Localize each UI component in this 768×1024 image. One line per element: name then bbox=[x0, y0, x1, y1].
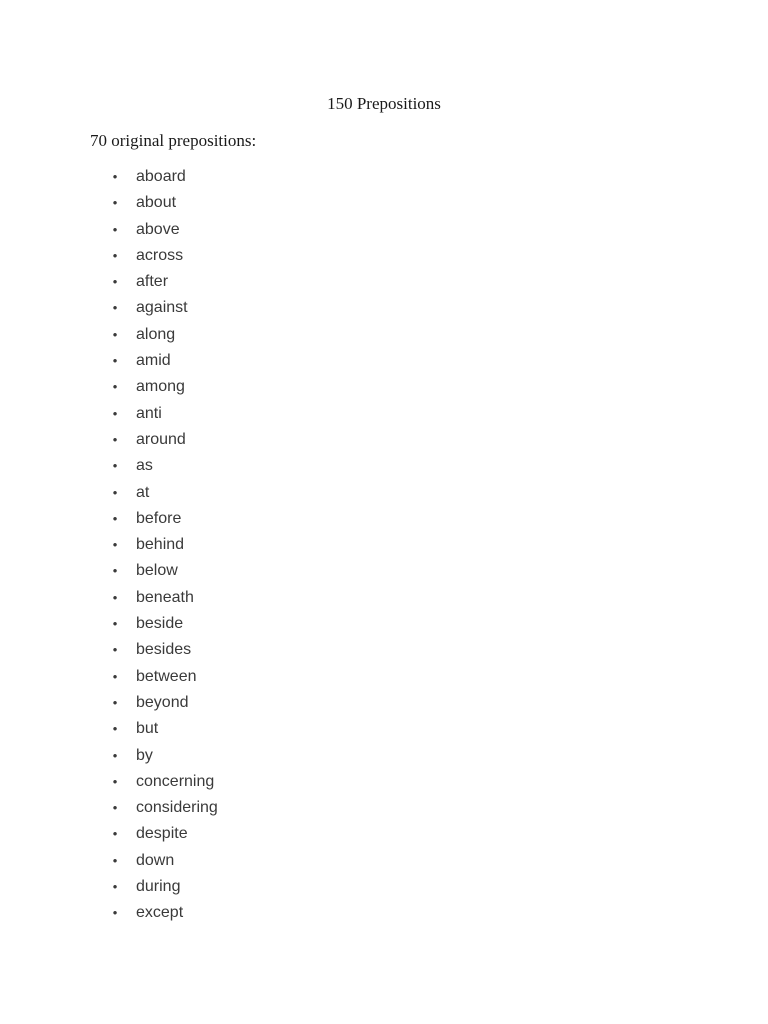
preposition-text: beside bbox=[136, 615, 184, 633]
bullet-icon: • bbox=[112, 905, 118, 921]
page-title: 150 Prepositions bbox=[327, 94, 441, 113]
bullet-icon: • bbox=[112, 721, 118, 737]
preposition-text: across bbox=[136, 246, 184, 264]
preposition-text: beneath bbox=[136, 588, 194, 606]
bullet-icon: • bbox=[112, 458, 118, 474]
bullet-icon: • bbox=[112, 431, 118, 447]
preposition-text: but bbox=[136, 720, 159, 738]
bullet-icon: • bbox=[112, 747, 118, 763]
bullet-icon: • bbox=[112, 221, 118, 237]
preposition-text: about bbox=[136, 194, 177, 212]
preposition-text: at bbox=[136, 483, 150, 501]
preposition-text: along bbox=[136, 325, 176, 343]
section-heading: 70 original prepositions: bbox=[90, 131, 257, 150]
preposition-text: considering bbox=[136, 799, 218, 817]
preposition-text: among bbox=[136, 378, 185, 396]
bullet-icon: • bbox=[112, 405, 118, 421]
bullet-icon: • bbox=[112, 694, 118, 710]
bullet-icon: • bbox=[112, 510, 118, 526]
preposition-text: amid bbox=[136, 352, 171, 370]
bullet-icon: • bbox=[112, 800, 118, 816]
bullet-icon: • bbox=[112, 826, 118, 842]
preposition-text: beyond bbox=[136, 693, 189, 711]
bullet-icon: • bbox=[112, 537, 118, 553]
preposition-text: except bbox=[136, 904, 184, 922]
preposition-text: between bbox=[136, 667, 197, 685]
preposition-text: during bbox=[136, 878, 181, 896]
bullet-icon: • bbox=[112, 247, 118, 263]
bullet-icon: • bbox=[112, 169, 118, 184]
preposition-text: around bbox=[136, 430, 186, 448]
preposition-text: before bbox=[136, 509, 182, 527]
preposition-text: by bbox=[136, 746, 153, 764]
bullet-icon: • bbox=[112, 589, 118, 605]
bullet-icon: • bbox=[112, 300, 118, 316]
preposition-text: down bbox=[136, 851, 175, 869]
bullet-icon: • bbox=[112, 195, 118, 211]
preposition-text: against bbox=[136, 299, 188, 317]
preposition-text: anti bbox=[136, 404, 162, 422]
bullet-icon: • bbox=[112, 668, 118, 684]
preposition-text: as bbox=[136, 457, 153, 475]
preposition-text: despite bbox=[136, 825, 188, 843]
bullet-icon: • bbox=[112, 274, 118, 290]
preposition-text: concerning bbox=[136, 772, 215, 790]
preposition-text: behind bbox=[136, 536, 185, 554]
bullet-icon: • bbox=[112, 852, 118, 868]
bullet-icon: • bbox=[112, 616, 118, 632]
bullet-icon: • bbox=[112, 773, 118, 789]
preposition-text: after bbox=[136, 273, 169, 291]
bullet-icon: • bbox=[112, 326, 118, 342]
bullet-icon: • bbox=[112, 563, 118, 579]
bullet-icon: • bbox=[112, 484, 118, 500]
bullet-icon: • bbox=[112, 642, 118, 658]
preposition-text: above bbox=[136, 220, 180, 238]
bullet-icon: • bbox=[112, 879, 118, 895]
preposition-text: besides bbox=[136, 641, 192, 659]
preposition-text: below bbox=[136, 562, 178, 580]
bullet-icon: • bbox=[112, 379, 118, 395]
bullet-icon: • bbox=[112, 353, 118, 369]
preposition-text: aboard bbox=[136, 168, 186, 185]
